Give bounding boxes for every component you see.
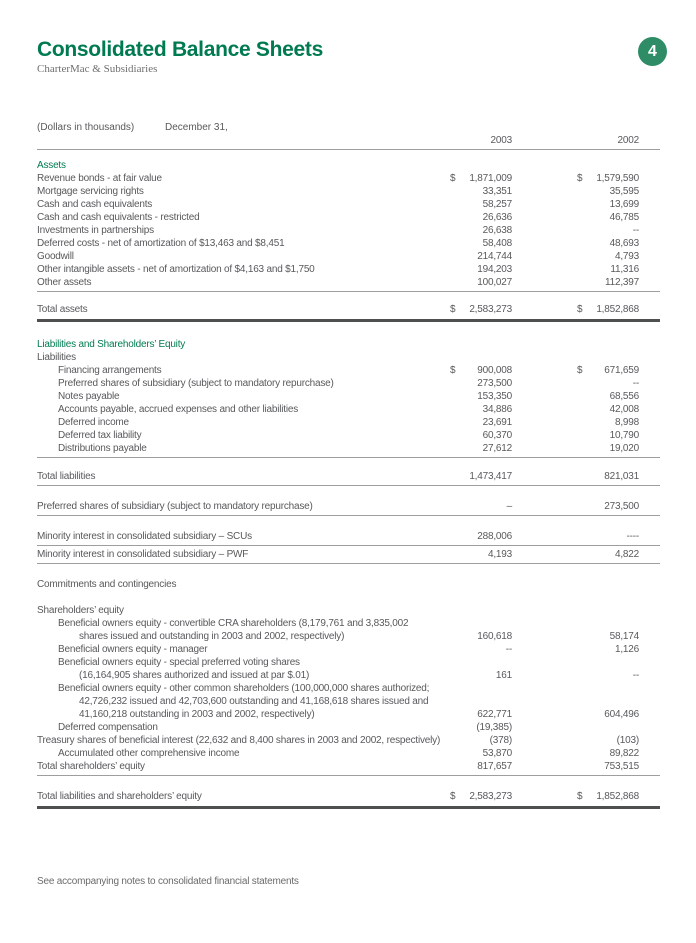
value-2003 [450,198,512,211]
value-2002-amount: ---- [626,531,639,542]
value-2002 [577,760,639,773]
value-2002-amount: 671,659 [604,365,639,376]
table-row [37,172,660,185]
table-row [37,263,660,276]
row-label [37,747,450,760]
value-2002 [577,708,639,721]
value-2002-amount: 89,822 [609,748,639,759]
row-label [37,364,450,377]
value-2002 [577,442,639,455]
value-2002-amount: 4,822 [614,549,639,560]
value-2003-amount: 60,370 [482,430,512,441]
table-row [37,185,660,198]
row-label [37,303,450,316]
table-row [37,760,660,776]
row-label [37,500,450,513]
row-label-line: Accounts payable, accrued expenses and other liabilities [58,404,299,415]
page-title: Consolidated Balance Sheets [37,38,323,61]
value-2003 [450,734,512,747]
table-row [37,351,660,364]
row-label-line: Accumulated other comprehensive income [58,748,240,759]
value-2002-amount: 11,316 [610,264,639,275]
column-header-2003 [450,134,512,147]
row-label-line: shares issued and outstanding in 2003 and 2002, respectively) [79,631,345,642]
table-row [37,250,660,263]
row-label-line: Cash and cash equivalents [37,199,153,210]
row-label [37,338,450,351]
value-2003-amount: 2,583,273 [469,791,512,802]
value-2002 [577,403,639,416]
table-row [37,790,660,809]
row-label-line: Goodwill [37,251,74,262]
row-label [37,760,450,773]
value-2003 [450,747,512,760]
table-row [37,682,660,721]
row-label [37,172,450,185]
page-subtitle: CharterMac & Subsidiaries [37,63,158,75]
year-2003-label: 2003 [490,135,512,146]
value-2002-amount: 58,174 [609,631,639,642]
value-2002-amount: 19,020 [609,443,639,454]
value-2003-amount: 100,027 [477,277,512,288]
row-label [37,548,450,561]
header-rule [37,149,660,150]
value-2002-amount: 48,693 [609,238,639,249]
table-row [37,604,660,617]
row-label [37,790,450,803]
value-2003-amount: -- [505,644,512,655]
value-2002-amount: 112,397 [604,277,639,288]
value-2002 [577,237,639,250]
row-label-line: Assets [37,160,66,171]
value-2003-amount: 817,657 [477,761,512,772]
value-2002-amount: (103) [616,735,639,746]
row-label-line: Liabilities and Shareholders’ Equity [37,339,186,350]
row-label-line: Treasury shares of beneficial interest (22,632 and 8,400 shares in 2003 and 2002, respectively) [37,735,441,746]
value-2002 [577,303,639,316]
dollar-sign: $ [577,791,583,802]
row-label [37,276,450,289]
row-label-line: Shareholders’ equity [37,605,124,616]
value-2003-amount: 273,500 [477,378,512,389]
row-label-line: Deferred compensation [58,722,158,733]
value-2003-amount: 153,350 [477,391,512,402]
row-label-line: Investments in partnerships [37,225,154,236]
table-row [37,338,660,351]
value-2003-amount: – [506,501,512,512]
value-2003-amount: 23,691 [482,417,512,428]
row-label [37,442,450,455]
column-header-2002 [577,134,639,147]
value-2002 [577,364,639,377]
table-row [37,721,660,734]
balance-sheet-rows [37,159,660,809]
value-2003 [450,237,512,250]
row-label-line: Cash and cash equivalents - restricted [37,212,200,223]
value-2002-amount: 1,852,868 [596,304,639,315]
row-label-line: Deferred tax liability [58,430,142,441]
value-2002 [577,198,639,211]
value-2002 [577,211,639,224]
row-label [37,578,450,591]
value-2003 [450,416,512,429]
value-2003-amount: 26,636 [482,212,512,223]
value-2003 [450,630,512,643]
table-meta [37,121,660,134]
value-2002 [577,747,639,760]
row-label-line: Beneficial owners equity - convertible CRA shareholders (8,179,761 and 3,835,002 [58,618,409,629]
value-2003 [450,250,512,263]
table-row [37,548,660,564]
row-label-line: 41,160,218 outstanding in 2003 and 2002, respectively) [79,709,315,720]
value-2002 [577,500,639,513]
row-label-line: Notes payable [58,391,120,402]
value-2003 [450,276,512,289]
value-2002-amount: 821,031 [604,471,639,482]
page-number: 4 [648,42,657,60]
table-row [37,734,660,747]
row-label [37,390,450,403]
dollar-sign: $ [450,365,456,376]
value-2002 [577,416,639,429]
row-label [37,617,450,643]
dollar-sign: $ [450,173,456,184]
row-label [37,429,450,442]
row-label [37,656,450,682]
row-label-line: Beneficial owners equity - other common shareholders (100,000,000 shares authorized; [58,683,430,694]
value-2002-amount: 10,790 [609,430,639,441]
table-row [37,416,660,429]
value-2003-amount: 214,744 [477,251,512,262]
row-label [37,470,450,483]
row-label-line: Other assets [37,277,92,288]
row-label-line: Commitments and contingencies [37,579,177,590]
value-2003-amount: 4,193 [487,549,512,560]
value-2003 [450,211,512,224]
value-2002-amount: 68,556 [609,391,639,402]
value-2003 [450,669,512,682]
value-2002-amount: -- [632,378,639,389]
row-label-line: Deferred costs - net of amortization of $13,463 and $8,451 [37,238,285,249]
row-label [37,211,450,224]
value-2003-amount: 58,408 [482,238,512,249]
row-label [37,416,450,429]
value-2003 [450,500,512,513]
value-2003 [450,708,512,721]
value-2003-amount: 288,006 [477,531,512,542]
table-row [37,159,660,172]
value-2002-amount: 1,126 [614,644,639,655]
row-label-line: Distributions payable [58,443,147,454]
row-label-line: Liabilities [37,352,76,363]
value-2002 [577,224,639,237]
table-row [37,747,660,760]
value-2003-amount: 34,886 [482,404,512,415]
value-2002-amount: 753,515 [604,761,639,772]
value-2003-amount: 2,583,273 [469,304,512,315]
value-2003 [450,721,512,734]
table-row [37,303,660,322]
value-2002-amount: -- [632,670,639,681]
row-label [37,224,450,237]
row-label-line: Mortgage servicing rights [37,186,144,197]
value-2002-amount: 35,595 [609,186,639,197]
row-label [37,185,450,198]
row-label-line: Preferred shares of subsidiary (subject to mandatory repurchase) [37,501,313,512]
value-2003 [450,548,512,561]
value-2002 [577,263,639,276]
table-row [37,429,660,442]
row-label [37,198,450,211]
row-label-line: Total liabilities and shareholders’ equity [37,791,202,802]
value-2002-amount: 1,852,868 [596,791,639,802]
value-2003-amount: 1,871,009 [469,173,512,184]
value-2003-amount: 58,257 [482,199,512,210]
date-label: December 31, [165,122,228,133]
table-row [37,500,660,516]
table-row [37,377,660,390]
row-label [37,403,450,416]
value-2003-amount: 53,870 [482,748,512,759]
value-2002-amount: -- [632,225,639,236]
table-row [37,390,660,403]
value-2002 [577,470,639,483]
row-label [37,351,450,364]
row-label [37,263,450,276]
value-2003 [450,470,512,483]
value-2002 [577,548,639,561]
row-label [37,643,450,656]
row-label [37,250,450,263]
row-label-line: Beneficial owners equity - special preferred voting shares [58,657,300,668]
row-label-line: Deferred income [58,417,129,428]
value-2002 [577,377,639,390]
row-label-line: Other intangible assets - net of amortization of $4,163 and $1,750 [37,264,315,275]
value-2003-amount: 33,351 [482,186,512,197]
row-label [37,604,450,617]
value-2002 [577,734,639,747]
value-2002 [577,429,639,442]
value-2002 [577,185,639,198]
value-2002-amount: 273,500 [604,501,639,512]
value-2003-amount: 622,771 [477,709,512,720]
table-row [37,276,660,292]
row-label-line: Revenue bonds - at fair value [37,173,162,184]
row-label-line: Minority interest in consolidated subsidiary – PWF [37,549,249,560]
table-row [37,656,660,682]
row-label-line: Preferred shares of subsidiary (subject to mandatory repurchase) [58,378,334,389]
table-row [37,530,660,546]
value-2003-amount: 26,638 [482,225,512,236]
value-2002 [577,790,639,803]
row-label [37,530,450,543]
value-2003 [450,429,512,442]
value-2002-amount: 1,579,590 [596,173,639,184]
value-2003 [450,377,512,390]
value-2002-amount: 13,699 [609,199,639,210]
value-2003 [450,530,512,543]
value-2003-amount: (19,385) [476,722,512,733]
value-2002 [577,669,639,682]
value-2002 [577,250,639,263]
table-row [37,617,660,643]
value-2002-amount: 8,998 [614,417,639,428]
row-label-line: 42,726,232 issued and 42,703,600 outstanding and 41,168,618 shares issued and [79,696,429,707]
row-label-line: Beneficial owners equity - manager [58,644,208,655]
value-2003 [450,403,512,416]
value-2003 [450,790,512,803]
row-label-line: Total shareholders’ equity [37,761,145,772]
row-label [37,721,450,734]
units-note: (Dollars in thousands) [37,122,135,133]
value-2002 [577,172,639,185]
value-2003 [450,390,512,403]
footnote: See accompanying notes to consolidated financial statements [37,876,299,887]
value-2002-amount: 42,008 [609,404,639,415]
table-row [37,224,660,237]
value-2003 [450,643,512,656]
row-label [37,159,450,172]
row-label-line: Financing arrangements [58,365,162,376]
table-row [37,442,660,458]
dollar-sign: $ [577,304,583,315]
value-2003-amount: 194,203 [477,264,512,275]
dollar-sign: $ [450,304,456,315]
value-2003-amount: 160,618 [477,631,512,642]
value-2003 [450,224,512,237]
value-2003 [450,442,512,455]
value-2003 [450,185,512,198]
row-label-line: Minority interest in consolidated subsidiary – SCUs [37,531,252,542]
row-label-line: Total liabilities [37,471,96,482]
row-label-line: (16,164,905 shares authorized and issued at par $.01) [79,670,310,681]
value-2003 [450,364,512,377]
table-row [37,237,660,250]
value-2003-amount: 900,008 [477,365,512,376]
table-row [37,198,660,211]
dollar-sign: $ [577,365,583,376]
value-2003 [450,303,512,316]
value-2002 [577,530,639,543]
value-2002-amount: 46,785 [609,212,639,223]
year-2002-label: 2002 [617,135,639,146]
row-label [37,734,450,747]
row-label [37,377,450,390]
value-2003 [450,760,512,773]
row-label [37,682,450,721]
value-2002 [577,390,639,403]
value-2003-amount: 27,612 [482,443,512,454]
table-row [37,578,660,591]
value-2002 [577,643,639,656]
table-row [37,470,660,486]
value-2003-amount: 161 [495,670,512,681]
value-2002 [577,276,639,289]
dollar-sign: $ [450,791,456,802]
table-row [37,643,660,656]
row-label [37,237,450,250]
value-2002-amount: 4,793 [614,251,639,262]
row-label-line: Total assets [37,304,88,315]
value-2002-amount: 604,496 [604,709,639,720]
table-row [37,364,660,377]
dollar-sign: $ [577,173,583,184]
column-headers [37,134,660,147]
value-2003-amount: 1,473,417 [469,471,512,482]
value-2003 [450,172,512,185]
value-2003 [450,263,512,276]
table-row [37,403,660,416]
value-2003-amount: (378) [489,735,512,746]
value-2002 [577,630,639,643]
table-row [37,211,660,224]
